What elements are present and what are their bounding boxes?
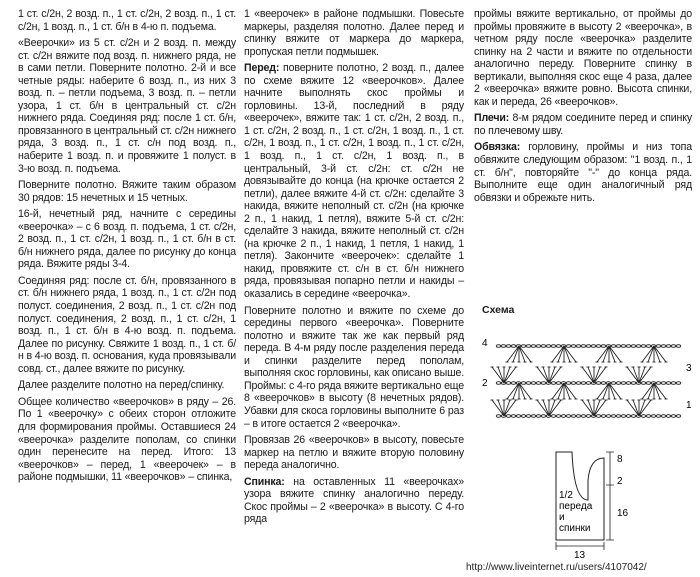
- dim-top: 8: [617, 454, 623, 465]
- dim-side: 16: [617, 508, 629, 519]
- row-label-3: 3: [686, 363, 692, 374]
- paragraph: 1 ст. с/2н, 2 возд. п., 1 ст. с/2н, 2 возд. п., 1 ст. с/2н, 1 возд. п., 1 ст. б/н в 4-ю п. подъема.: [18, 8, 236, 33]
- section-label: Обвязка:: [474, 141, 521, 154]
- section-label: Перед:: [244, 62, 280, 75]
- stitch-chart-graphics: [491, 345, 681, 418]
- schema-title: Схема: [482, 304, 515, 316]
- piece-label-2: переда: [559, 501, 593, 512]
- section-label: Спинка:: [244, 475, 285, 488]
- paragraph: Поверните полотно. Вяжите таким образом 30 рядов: 15 нечетных и 15 четных.: [18, 179, 236, 204]
- paragraph: проймы вяжите вертикально, от проймы до проймы провяжите в высоту 2 «веерочка», в четном ряду после «веерочка» разделите спинку на 2 части и вяжите по отдельности аналогично переду. Поверните спинку в вертикали, выполняя скос еще 4 раза, далее 2 «веерочка» вяжите ровно. Высота спинки, как и переда, 26 «веерочков».: [474, 8, 692, 108]
- paragraph: 16-й, нечетный ряд, начните с середины «веерочка» – с 6 возд. п. подъема, 1 ст. с/2н, 2 возд. п., 1 ст. с/2н, 1 возд. п., 1 ст. б/н в ст. б/н нижнего ряда, далее по рисунку до конца ряда. Вяжите ряды 3-4.: [18, 208, 236, 271]
- paragraph: Спинка: на оставленных 11 «веерочках» узора вяжите спинку аналогично переду. Скос проймы – 2 «веерочка» в высоту. С 4-го ряда: [244, 475, 464, 526]
- text-column-2: [244, 8, 464, 530]
- piece-label-1: 1/2: [559, 490, 573, 501]
- watermark-url: http://www.liveinternet.ru/users/4107042/: [466, 562, 647, 573]
- paragraph: «Веерочки» из 5 ст. с/2н и 2 возд. п. между ст. с/2н вяжите под возд. п. нижнего ряда, не в сами петли. Поверните полотно. 2-й и все четные ряды: наберите 6 возд. п., из них 3 возд. п. – петли подъема, 3 возд. п. – петли узора, 1 ст. б/н в центральный ст. с/2н нижнего ряда. Соединяя ряд: после 1 ст. б/н, провязанного в центральный ст. с/2н нижнего ряда, 3 возд. п., 1 ст. с/н под возд. п., наберите 1 возд. п. и провяжите 1 полуст. в 3-ю возд. п. подъема.: [18, 37, 236, 175]
- paragraph: Перед: поверните полотно, 2 возд. п., далее по схеме вяжите 12 «веерочков». Далее начните выполнять скос проймы и горловины. 13-й, последний в ряду «веерочек», вяжите так: 1 ст. с/2н, 2 возд. п., 1 ст. с/2н, 2 возд. п., 1 ст. с/2н, 1 возд. п., 1 ст. с/2н, 1 возд. п., 1 ст. с/2н, 1 возд. п., 1 ст. с/2н, 1 возд. п., 1 ст. с/2н, 1 возд. п., в центральный, 3-й ст. с/2н: ст. с/2н не довязывайте до конца (на крючке остается 2 петли), далее вяжите 4-й ст. с/2н: сделайте 3 накида, вяжите неполный ст. с/2н (на крючке 2 п., 1 накид, 1 петля), вяжите 5-й ст. с/2н: сделайте 3 накида, вяжите неполный ст. с/2н (на крючке 2 п., 1 накид, 1 петля, 1 накид, 1 петля). Закончите «веерочек»: сделайте 1 накид, провяжите ст. с/н в ст. б/н нижнего ряда, провязывая попарно петли и накиды – оказались в середине «веерочка».: [244, 62, 464, 301]
- dim-mid: 2: [617, 476, 623, 487]
- paragraph: Соединяя ряд: после ст. б/н, провязанного в ст. б/н нижнего ряда, 1 возд. п., 1 ст. с/2н под полуст. соединения, 2 возд. п., 1 ст. с/2н под полуст. соединения, 2 возд. п., 1 ст. с/2н, 1 возд. п., 1 ст. б/н в 4-ю возд. п. подъема. Далее по рисунку. Свяжите 1 возд. п., 1 ст. б/н в 4-ю возд. п. основания, куда провязывали совд. ст., далее вяжите по рисунку.: [18, 274, 236, 375]
- paragraph: Далее разделите полотно на перед/спинку.: [18, 379, 225, 392]
- schema-area: [474, 300, 700, 577]
- text-column-3: [474, 8, 692, 208]
- row-label-1: 1: [686, 400, 692, 411]
- piece-label-4: спинки: [559, 523, 591, 534]
- paragraph: Плечи: 8-м рядом соедините перед и спинку по плечевому шву.: [474, 112, 692, 137]
- paragraph: Общее количество «веерочков» в ряду – 26. По 1 «веерочку» с обеих сторон отложите для формирования проймы. Оставшиеся 24 «веерочка» разделите пополам, со спинки один перенесите на перед. Итого: 13 «веерочков» – перед, 1 «веерочек» – в районе подмышки, 11 «веерочков» – спинка,: [18, 395, 236, 484]
- row-label-4: 4: [482, 338, 488, 349]
- paragraph: Обвязка: горловину, проймы и низ топа обвяжите следующим образом: "1 возд. п., 1 ст. б/н", повторяйте "-" до конца ряда. Выполните еще один аналогичный ряд обвязки и обрежьте нить.: [474, 141, 692, 204]
- paragraph: Поверните полотно и вяжите по схеме до середины первого «веерочка». Поверните полотно и вяжите так же как первый ряд переда. В 4-м ряду после разделения переда и спинки разделите перед пополам, выполняя скос горловины, как описано выше. Проймы: с 4-го ряда вяжите вертикально еще 8 «веерочков» в высоту (8 нечетных рядов). Убавки для скоса горловины выполните 6 раз – в итоге остается 2 «веерочка».: [244, 304, 464, 430]
- dim-bottom: 13: [574, 550, 586, 560]
- paragraph: Провязав 26 «веерочков» в высоту, повесьте маркер на петлю и вяжите вторую половину переда аналогично.: [244, 434, 464, 472]
- paragraph: 1 «веерочек» в районе подмышки. Повесьте маркеры, разделяя полотно. Далее перед и спинку вяжите от маркера до маркера, пропуская петли подмышек.: [244, 8, 464, 58]
- garment-schematic: [474, 440, 700, 560]
- row-label-2: 2: [482, 378, 488, 389]
- piece-label-3: и: [559, 512, 565, 523]
- text-column-1: [18, 8, 236, 488]
- section-label: Плечи:: [474, 112, 510, 125]
- stitch-chart: [474, 328, 700, 428]
